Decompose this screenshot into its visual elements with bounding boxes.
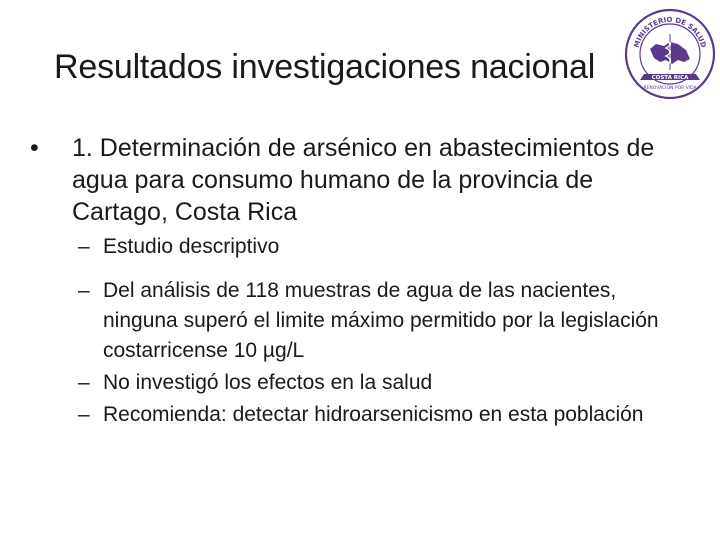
subbullet-text: No investigó los efectos en la salud — [103, 371, 433, 394]
subbullet-marker: – — [78, 235, 90, 258]
subbullet-text: Recomienda: detectar hidroarsenicismo en esta población — [103, 403, 644, 426]
subbullet-text: Del análisis de 118 muestras de agua de las nacientes, ninguna superó el limite máximo permitido por la legislación costarricense 10 µg/L — [103, 279, 659, 362]
subbullet-marker: – — [78, 371, 90, 394]
bullet-text: 1. Determinación de arsénico en abastecimientos de agua para consumo humano de la provincia de Cartago, Costa Rica — [72, 134, 655, 226]
subbullet-marker: – — [78, 403, 90, 426]
subbullet-marker: – — [78, 279, 90, 302]
bullet-marker: • — [30, 134, 39, 162]
logo-banner-text: RENOVACION POR VIDA — [643, 86, 697, 91]
slide-title: Resultados investigaciones nacional — [54, 48, 596, 86]
ministerio-de-salud-logo — [620, 4, 720, 104]
logo-ring-top-text: MINISTERIO DE SALUD — [632, 15, 708, 49]
subbullet-text: Estudio descriptivo — [103, 235, 280, 258]
logo-seal-icon — [620, 4, 720, 104]
logo-ring-bottom-text: COSTA RICA — [651, 75, 689, 81]
